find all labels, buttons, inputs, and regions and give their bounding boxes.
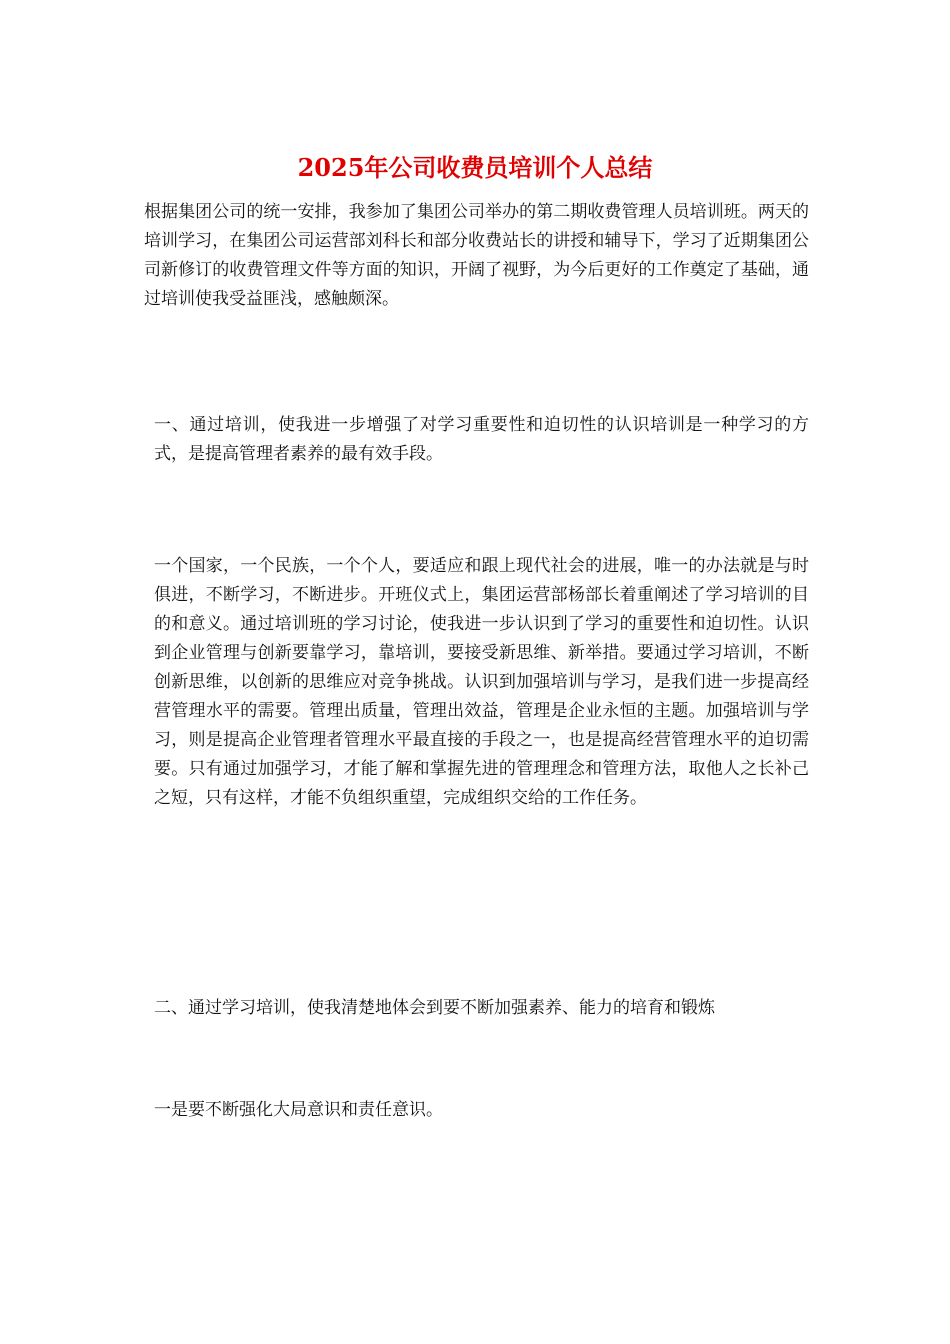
paragraph-section-two-heading: 二、通过学习培训，使我清楚地体会到要不断加强素养、能力的培育和锻炼 [154, 998, 715, 1018]
document-title: 2025年公司收费员培训个人总结 [297, 153, 653, 182]
paragraph-section-one-heading: 一、通过培训，使我进一步增强了对学习重要性和迫切性的认识培训是一种学习的方式，是提高管理者素养的最有效手段。 [154, 415, 809, 464]
paragraph-section-one-body: 一个国家，一个民族，一个个人，要适应和跟上现代社会的进展，唯一的办法就是与时俱进，不断学习，不断进步。开班仪式上，集团运营部杨部长着重阐述了学习培训的目的和意义。通过培训班的学习讨论，使我进一步认识到了学习的重要性和迫切性。认识到企业管理与创新要靠学习，靠培训，要接受新思维、新举措。要通过学习培训，不断创新思维，以创新的思维应对竞争挑战。认识到加强培训与学习，是我们进一步提高经营管理水平的需要。管理出质量，管理出效益，管理是企业永恒的主题。加强培训与学习，则是提高企业管理者管理水平最直接的手段之一，也是提高经营管理水平的迫切需要。只有通过加强学习，才能了解和掌握先进的管理理念和管理方法，取他人之长补己之短，只有这样，才能不负组织重望，完成组织交给的工作任务。 [154, 556, 809, 808]
paragraph-intro: 根据集团公司的统一安排，我参加了集团公司举办的第二期收费管理人员培训班。两天的培训学习，在集团公司运营部刘科长和部分收费站长的讲授和辅导下，学习了近期集团公司新修订的收费管理文件等方面的知识，开阔了视野，为今后更好的工作奠定了基础，通过培训使我受益匪浅，感触颇深。 [144, 202, 809, 309]
paragraph-point-one: 一是要不断强化大局意识和责任意识。 [154, 1100, 443, 1120]
